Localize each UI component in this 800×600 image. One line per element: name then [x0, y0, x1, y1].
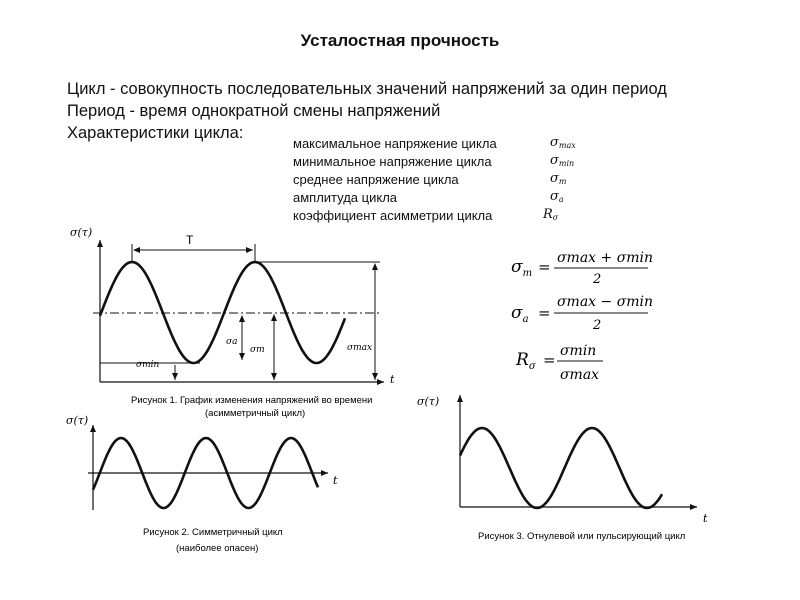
characteristic-amplitude-label: амплитуда цикла [293, 190, 398, 205]
fig3-y-label: σ(τ) [417, 395, 440, 408]
cycle-characteristics-heading: Характеристики цикла: [67, 124, 244, 142]
figure3 [417, 395, 708, 542]
characteristic-max-label: максимальное напряжение цикла [293, 136, 497, 151]
characteristic-mean-label: среднее напряжение цикла [293, 172, 459, 187]
formula-amplitude-lhs: $\sigma_a$ [511, 303, 529, 325]
fig1-y-label: σ(τ) [70, 226, 93, 239]
fig1-period-label: T [186, 233, 194, 247]
formula-mean [511, 250, 653, 287]
formula-asymmetry [515, 343, 603, 383]
characteristic-min-symbol: $\sigma_{min}$ [550, 153, 575, 168]
formula-mean-denominator: 2 [593, 272, 602, 287]
formula-asymmetry-denominator: σmax [560, 367, 600, 383]
formula-amplitude [511, 294, 653, 333]
figure1 [70, 226, 395, 419]
fig2-caption-line1: Рисунок 2. Симметричный цикл [143, 527, 283, 538]
fig2-caption-line2: (наиболее опасен) [176, 543, 259, 554]
formula-amplitude-numerator: σmax − σmin [557, 294, 654, 310]
fig1-x-label: t [390, 373, 395, 386]
fig2-y-label: σ(τ) [66, 414, 89, 427]
formula-mean-equals: = [538, 258, 551, 276]
page-title: Усталостная прочность [300, 31, 500, 50]
formula-asymmetry-lhs: $R_\sigma$ [516, 350, 536, 372]
fig1-mean-label: σm [250, 345, 265, 355]
characteristic-mean-symbol: $\sigma_m$ [550, 171, 567, 186]
fig1-stress-curve [100, 262, 345, 363]
fig1-min-label: σmin [136, 360, 160, 370]
fig1-caption-line2: (асимметричный цикл) [205, 408, 306, 419]
fig1-caption-line1: Рисунок 1. График изменения напряжений во времени [131, 395, 373, 406]
formula-asymmetry-equals: = [543, 351, 556, 369]
fig3-caption: Рисунок 3. Отнулевой или пульсирующий цикл [478, 531, 686, 542]
formula-mean-numerator: σmax + σmin [557, 250, 654, 266]
fig1-amplitude-label: σa [226, 337, 238, 347]
characteristic-amplitude-symbol: $\sigma_a$ [550, 189, 564, 204]
formula-mean-lhs: $\sigma_m$ [511, 257, 533, 279]
figure2 [66, 414, 338, 554]
characteristic-asymmetry-label: коэффициент асимметрии цикла [293, 208, 493, 223]
formula-amplitude-denominator: 2 [593, 318, 602, 333]
fig1-max-label: σmax [347, 343, 373, 353]
cycle-definition: Цикл - совокупность последовательных значений напряжений за один период [67, 80, 667, 98]
fig3-stress-curve [460, 428, 662, 508]
formula-amplitude-equals: = [538, 304, 551, 322]
formula-asymmetry-numerator: σmin [560, 343, 597, 359]
characteristic-max-symbol: $\sigma_{max}$ [550, 135, 576, 150]
characteristic-min-label: минимальное напряжение цикла [293, 154, 492, 169]
period-definition: Период - время однократной смены напряжений [67, 102, 441, 120]
characteristic-asymmetry-symbol: $R_\sigma$ [543, 207, 559, 222]
fig3-x-label: t [703, 512, 708, 525]
fig2-x-label: t [333, 474, 338, 487]
